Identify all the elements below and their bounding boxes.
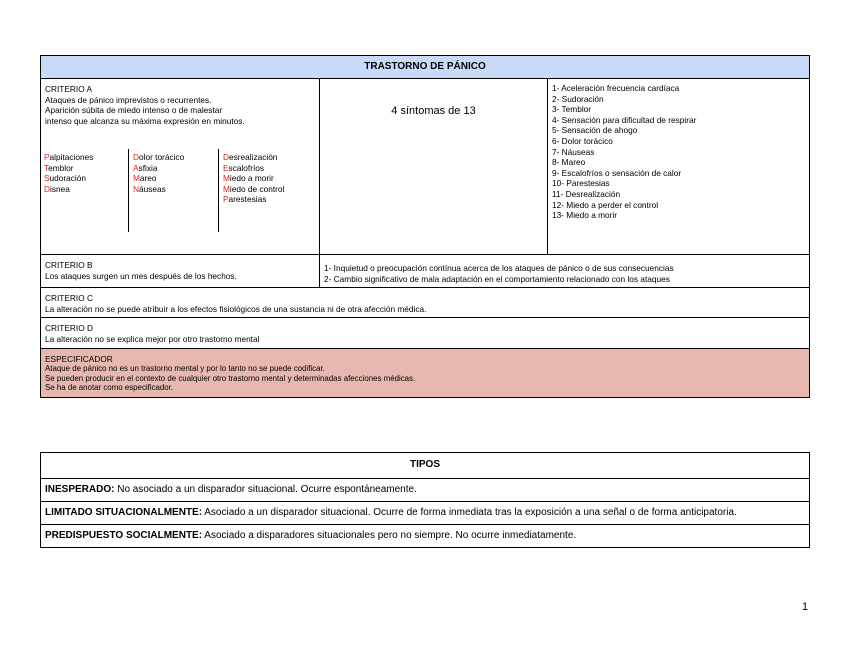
type-row (41, 525, 810, 548)
criterion-a-heading: CRITERIO A (45, 84, 93, 94)
mnemonic-item: Temblor (44, 162, 74, 173)
mnemonic-item: Mareo (133, 173, 157, 184)
symptom-item: 6- Dolor torácico (552, 135, 613, 146)
mnemonic-item: Miedo de control (223, 183, 285, 194)
symptom-item: 2- Sudoración (552, 93, 604, 104)
criterion-b-items (320, 255, 810, 288)
mnemonic-item: Asfixia (133, 162, 158, 173)
symptom-count-cell (320, 79, 548, 255)
type-description: No asociado a un disparador situacional. Ocurre espontáneamente. (114, 484, 417, 495)
specifier-heading: ESPECIFICADOR (45, 353, 113, 364)
symptom-item: 13- Miedo a morir (552, 210, 618, 221)
criterion-a-line: Ataques de pánico imprevistos o recurrentes. (45, 94, 212, 105)
mnemonic-column (40, 149, 129, 232)
type-description: Asociado a disparadores situacionales pero no siempre. No ocurre inmediatamente. (202, 530, 577, 541)
page-number: 1 (802, 601, 809, 613)
symptom-item: 5- Sensación de ahogo (552, 125, 638, 136)
symptom-item: 8- Mareo (552, 157, 586, 168)
mnemonic-item: Disnea (44, 183, 70, 194)
symptom-item: 3- Temblor (552, 104, 592, 115)
types-table (40, 452, 810, 548)
criterion-b-text: Los ataques surgen un mes después de los hechos. (45, 270, 237, 281)
symptom-mnemonic-grid (40, 149, 308, 232)
mnemonic-item: Desrealización (223, 152, 278, 162)
type-row (41, 479, 810, 502)
criterion-a-line: intenso que alcanza su máxima expresión en minutos. (45, 115, 245, 126)
criterion-b-heading: CRITERIO B (45, 260, 93, 270)
symptom-item: 10- Parestesias (552, 178, 610, 189)
specifier-line: Ataque de pánico no es un trastorno mental y por lo tanto no se puede codificar. (45, 364, 325, 374)
table-title: TRASTORNO DE PÁNICO (41, 56, 810, 79)
specifier-cell (41, 348, 810, 397)
criterion-b-item: 1- Inquietud o preocupación contínua acerca de los ataques de pánico o de sus consecuencias (324, 263, 674, 273)
mnemonic-item: Miedo a morir (223, 173, 274, 184)
type-row (41, 502, 810, 525)
criterion-d-cell (41, 318, 810, 348)
type-label: PREDISPUESTO SOCIALMENTE: (45, 530, 203, 541)
type-description: Asociado a un disparador situacional. Ocurre de forma inmediata tras la exposición a una señal o de forma anticipatoria. (202, 507, 737, 518)
criterion-a-line: Aparición súbita de miedo intenso o de malestar (45, 105, 223, 116)
criterion-d-heading: CRITERIO D (45, 323, 93, 334)
mnemonic-item: Náuseas (133, 183, 166, 194)
symptom-count: 4 síntomas de 13 (391, 105, 476, 117)
criterion-c-text: La alteración no se puede atribuir a los efectos fisiológicos de una sustancia ni de otra afección médica. (45, 303, 427, 314)
types-title: TIPOS (41, 453, 810, 479)
specifier-line: Se pueden producir en el contexto de cualquier otro trastorno mental y determinadas afecciones médicas. (45, 373, 416, 383)
symptom-item: 4- Sensación para dificultad de respirar (552, 114, 697, 125)
symptom-list (548, 79, 810, 255)
criterion-c-heading: CRITERIO C (45, 293, 93, 304)
specifier-line: Se ha de anotar como especificador. (45, 383, 174, 393)
panic-disorder-table (40, 55, 810, 398)
type-label: LIMITADO SITUACIONALMENTE: (45, 507, 203, 518)
mnemonic-item: Palpitaciones (44, 152, 94, 162)
symptom-item: 1- Aceleración frecuencia cardíaca (552, 83, 680, 93)
mnemonic-column (129, 149, 219, 232)
mnemonic-item: Dolor torácico (133, 152, 185, 162)
mnemonic-column (219, 149, 309, 232)
criterion-b-cell (41, 255, 320, 288)
mnemonic-item: Parestesias (223, 194, 267, 205)
mnemonic-item: Escalofríos (223, 162, 265, 173)
criterion-b-item: 2- Cambio significativo de mala adaptación en el comportamiento relacionado con los ataques (324, 273, 670, 284)
type-label: INESPERADO: (45, 484, 115, 495)
symptom-item: 7- Náuseas (552, 146, 595, 157)
criterion-c-cell (41, 288, 810, 318)
criterion-a-cell (41, 79, 320, 255)
symptom-item: 11- Desrealización (552, 188, 621, 199)
symptom-item: 9- Escalofríos o sensación de calor (552, 167, 682, 178)
mnemonic-item: Sudoración (44, 173, 86, 184)
criterion-d-text: La alteración no se explica mejor por otro trastorno mental (45, 333, 260, 344)
symptom-item: 12- Miedo a perder el control (552, 199, 659, 210)
